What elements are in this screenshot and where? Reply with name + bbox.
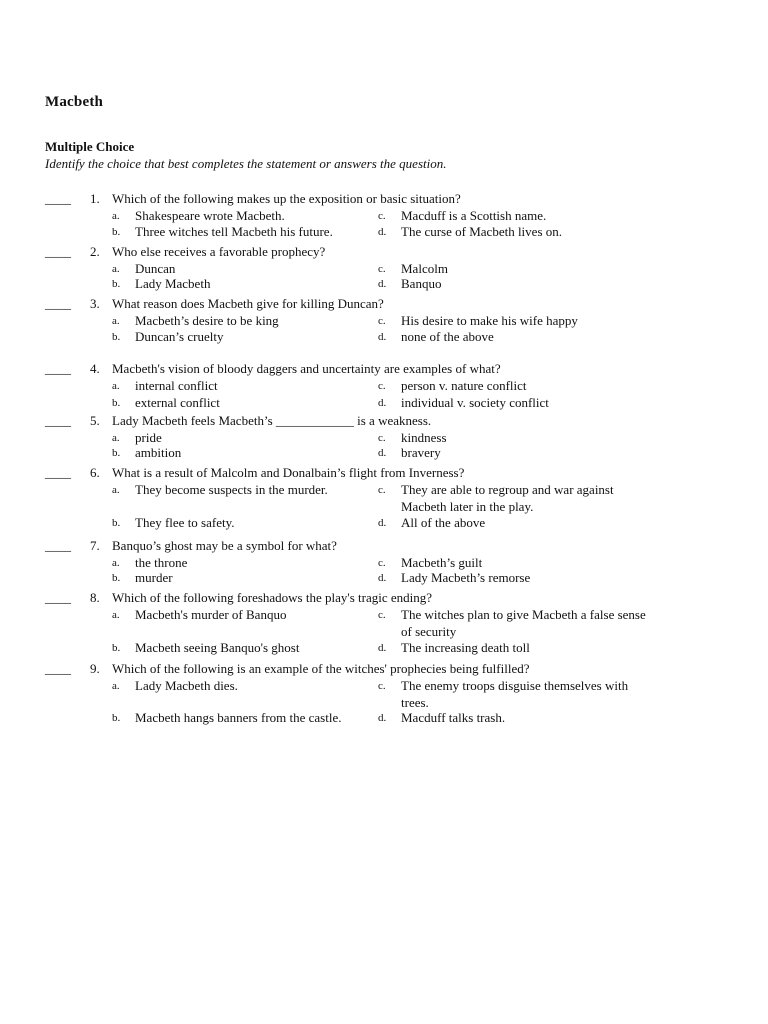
option-letter: b. [112, 397, 121, 409]
option-letter: d. [378, 278, 387, 290]
option-text: Macbeth hangs banners from the castle. [135, 710, 342, 725]
option-letter: b. [112, 517, 121, 529]
option-letter: a. [112, 210, 120, 222]
option-letter: a. [112, 484, 120, 496]
option-letter: c. [378, 210, 386, 222]
answer-blank[interactable]: ____ [45, 465, 71, 480]
option-letter: d. [378, 642, 387, 654]
question-stem: Who else receives a favorable prophecy? [112, 244, 326, 259]
answer-blank[interactable]: ____ [45, 191, 71, 206]
option-letter: d. [378, 572, 387, 584]
option-text: The enemy troops disguise themselves with trees. [401, 678, 629, 710]
option-text: Macduff is a Scottish name. [401, 208, 547, 223]
question-stem: Which of the following is an example of the witches' prophecies being fulfilled? [112, 661, 530, 676]
option-text: Banquo [401, 276, 442, 291]
question-stem: Banquo’s ghost may be a symbol for what? [112, 538, 337, 553]
option-letter: c. [378, 609, 386, 621]
question-stem: What is a result of Malcolm and Donalbain’s flight from Inverness? [112, 465, 465, 480]
option-text: individual v. society conflict [401, 395, 549, 410]
option-letter: a. [112, 609, 120, 621]
answer-blank[interactable]: ____ [45, 361, 71, 376]
option-text: none of the above [401, 329, 494, 344]
option-letter: a. [112, 315, 120, 327]
option-text: Macbeth’s desire to be king [135, 313, 279, 328]
option-letter: c. [378, 315, 386, 327]
answer-blank[interactable]: ____ [45, 296, 71, 311]
option-text: The increasing death toll [401, 640, 530, 655]
option-text: Macduff talks trash. [401, 710, 506, 725]
answer-blank[interactable]: ____ [45, 590, 71, 605]
answer-blank[interactable]: ____ [45, 538, 71, 553]
option-text: Shakespeare wrote Macbeth. [135, 208, 285, 223]
option-text: Macbeth's murder of Banquo [135, 607, 287, 622]
option-text: ambition [135, 445, 182, 460]
answer-blank[interactable]: ____ [45, 413, 71, 428]
question-number: 3. [90, 296, 100, 311]
option-text: external conflict [135, 395, 220, 410]
option-letter: b. [112, 642, 121, 654]
option-letter: d. [378, 397, 387, 409]
option-letter: b. [112, 447, 121, 459]
option-text: kindness [401, 430, 447, 445]
option-text: Lady Macbeth dies. [135, 678, 238, 693]
question-number: 8. [90, 590, 100, 605]
option-text: Macbeth seeing Banquo's ghost [135, 640, 300, 655]
option-letter: a. [112, 557, 120, 569]
option-text: Macbeth’s guilt [401, 555, 483, 570]
instructions: Identify the choice that best completes the statement or answers the question. [45, 156, 447, 171]
option-letter: c. [378, 680, 386, 692]
option-text: bravery [401, 445, 441, 460]
option-letter: b. [112, 712, 121, 724]
option-text: internal conflict [135, 378, 218, 393]
option-text: Duncan’s cruelty [135, 329, 224, 344]
option-letter: c. [378, 432, 386, 444]
option-text: Lady Macbeth [135, 276, 211, 291]
section-heading: Multiple Choice [45, 139, 135, 154]
option-letter: c. [378, 557, 386, 569]
option-letter: b. [112, 226, 121, 238]
option-text: Lady Macbeth’s remorse [401, 570, 531, 585]
option-letter: d. [378, 447, 387, 459]
option-letter: c. [378, 263, 386, 275]
option-text: Three witches tell Macbeth his future. [135, 224, 333, 239]
answer-blank[interactable]: ____ [45, 244, 71, 259]
question-number: 5. [90, 413, 100, 428]
question-number: 1. [90, 191, 100, 206]
option-text: The curse of Macbeth lives on. [401, 224, 563, 239]
option-letter: d. [378, 226, 387, 238]
question-stem: Macbeth's vision of bloody daggers and uncertainty are examples of what? [112, 361, 501, 376]
page-title: Macbeth [45, 94, 104, 110]
question-number: 6. [90, 465, 100, 480]
question-stem: What reason does Macbeth give for killing Duncan? [112, 296, 384, 311]
question-number: 4. [90, 361, 100, 376]
option-text: Duncan [135, 261, 176, 276]
option-letter: a. [112, 380, 120, 392]
option-text: the throne [135, 555, 188, 570]
question-stem: Lady Macbeth feels Macbeth’s ____________ is a weakness. [112, 413, 432, 428]
option-letter: c. [378, 380, 386, 392]
option-letter: b. [112, 331, 121, 343]
option-letter: c. [378, 484, 386, 496]
question-number: 7. [90, 538, 100, 553]
option-text: All of the above [401, 515, 486, 530]
option-text: pride [135, 430, 162, 445]
option-text: They are able to regroup and war against Macbeth later in the play. [401, 482, 614, 514]
answer-blank[interactable]: ____ [45, 661, 71, 676]
option-text: Malcolm [401, 261, 448, 276]
option-letter: d. [378, 712, 387, 724]
question-number: 2. [90, 244, 100, 259]
option-letter: b. [112, 572, 121, 584]
option-letter: a. [112, 263, 120, 275]
option-letter: d. [378, 517, 387, 529]
option-text: person v. nature conflict [401, 378, 527, 393]
option-letter: a. [112, 680, 120, 692]
question-number: 9. [90, 661, 100, 676]
option-letter: b. [112, 278, 121, 290]
option-text: They become suspects in the murder. [135, 482, 328, 497]
option-text: murder [135, 570, 173, 585]
option-letter: a. [112, 432, 120, 444]
option-text: His desire to make his wife happy [401, 313, 578, 328]
question-stem: Which of the following foreshadows the play's tragic ending? [112, 590, 433, 605]
question-stem: Which of the following makes up the exposition or basic situation? [112, 191, 461, 206]
option-text: The witches plan to give Macbeth a false sense of security [401, 607, 646, 639]
option-text: They flee to safety. [135, 515, 235, 530]
option-letter: d. [378, 331, 387, 343]
